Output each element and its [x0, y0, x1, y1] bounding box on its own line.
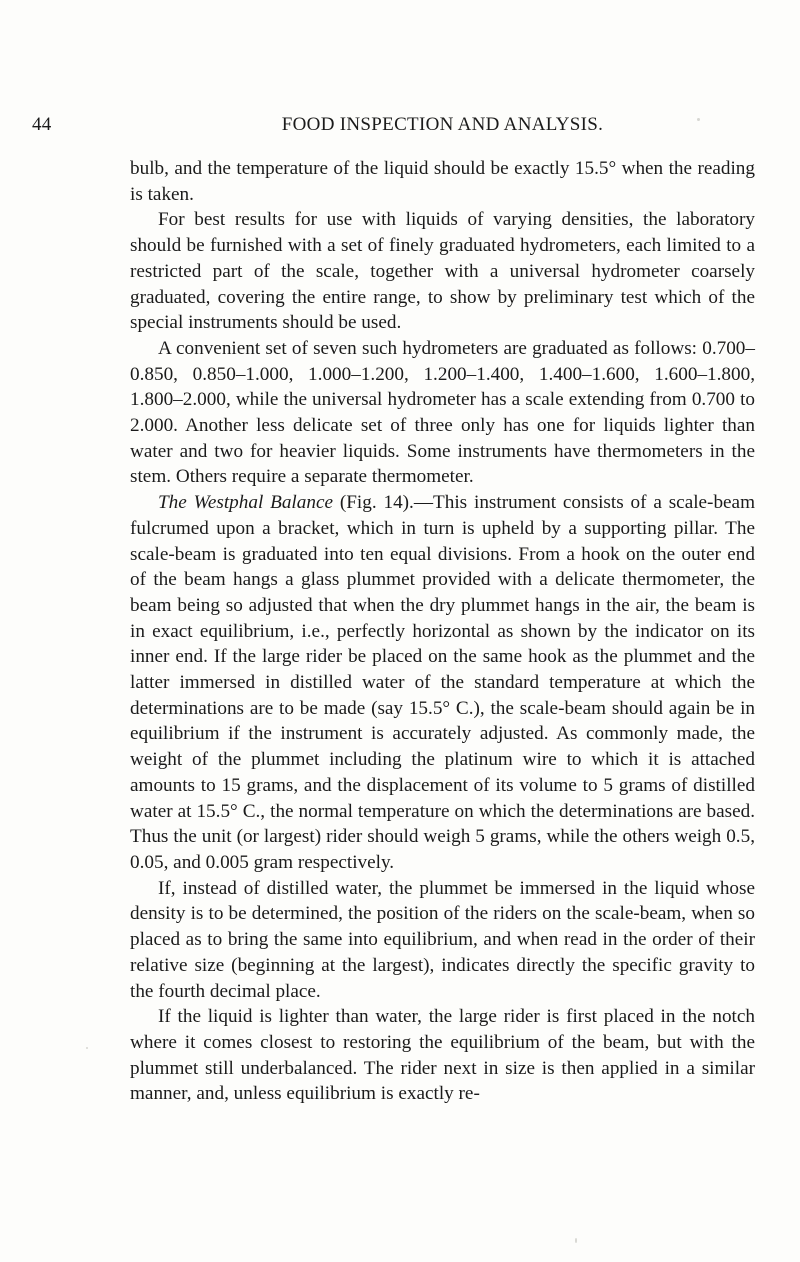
running-head — [32, 114, 755, 138]
body-text — [130, 156, 755, 1107]
paragraph-3: A convenient set of seven such hydrometers are graduated as follows: 0.700–0.850, 0.850–1.000, 1.000–1.200, 1.200–1.400, 1.400–1.600, 1.600–1.800, 1.800–2.000, while the universal hydrometer has a scale extending from 0.700 to 2.000. Another less delicate set of three only has one for liquids lighter than water and two for heavier liquids. Some instruments have thermometers in the stem. Others require a separate thermometer. — [130, 337, 755, 488]
page-number: 44 — [32, 114, 52, 135]
paper-speck — [697, 118, 700, 121]
paragraph-6: If the liquid is lighter than water, the large rider is first placed in the notch where it comes closest to restoring the equilibrium of the beam, but with the plummet still underbalanced. The rider next in size is then applied in a similar manner, and, unless equilibrium is exactly re- — [130, 1006, 755, 1105]
paper-speck — [86, 1047, 88, 1049]
paragraph-5: If, instead of distilled water, the plummet be immersed in the liquid whose density is to be determined, the position of the riders on the scale-beam, when so placed as to bring the same into equilibrium, and when read in the order of their relative size (beginning at the largest), indicates directly the specific gravity to the fourth decimal place. — [130, 877, 755, 1002]
paragraph-2: For best results for use with liquids of varying densities, the laboratory should be furnished with a set of finely graduated hydrometers, each limited to a restricted part of the scale, together with a universal hydrometer coarsely graduated, covering the entire range, to show by preliminary test which of the special instruments should be used. — [130, 209, 755, 334]
section-heading-westphal-balance: The Westphal Balance — [158, 492, 333, 514]
paragraph-4 — [130, 490, 755, 876]
running-title: FOOD INSPECTION AND ANALYSIS. — [281, 114, 604, 135]
paragraph-1: bulb, and the temperature of the liquid should be exactly 15.5° when the reading is taken. — [130, 158, 755, 205]
paragraph-4-text: (Fig. 14).—This instrument consists of a scale-beam fulcrumed upon a bracket, which in turn is upheld by a supporting pillar. The scale-beam is graduated into ten equal divisions. From a hook on the outer end of the beam hangs a glass plummet provided with a delicate thermometer, the beam being so adjusted that when the dry plummet hangs in the air, the beam is in exact equilibrium, i.e., perfectly horizontal as shown by the indicator on its inner end. If the large rider be placed on the same hook as the plummet and the latter immersed in distilled water of the standard temperature at which the determinations are to be made (say 15.5° C.), the scale-beam should again be in equilibrium if the instrument is accurately adjusted. As commonly made, the weight of the plummet including the platinum wire to which it is attached amounts to 15 grams, and the displacement of its volume to 5 grams of distilled water at 15.5° C., the normal temperature on which the determinations are based. Thus the unit (or largest) rider should weigh 5 grams, while the others weigh 0.5, 0.05, and 0.005 gram respectively. — [130, 492, 755, 873]
paper-speck — [575, 1238, 577, 1243]
